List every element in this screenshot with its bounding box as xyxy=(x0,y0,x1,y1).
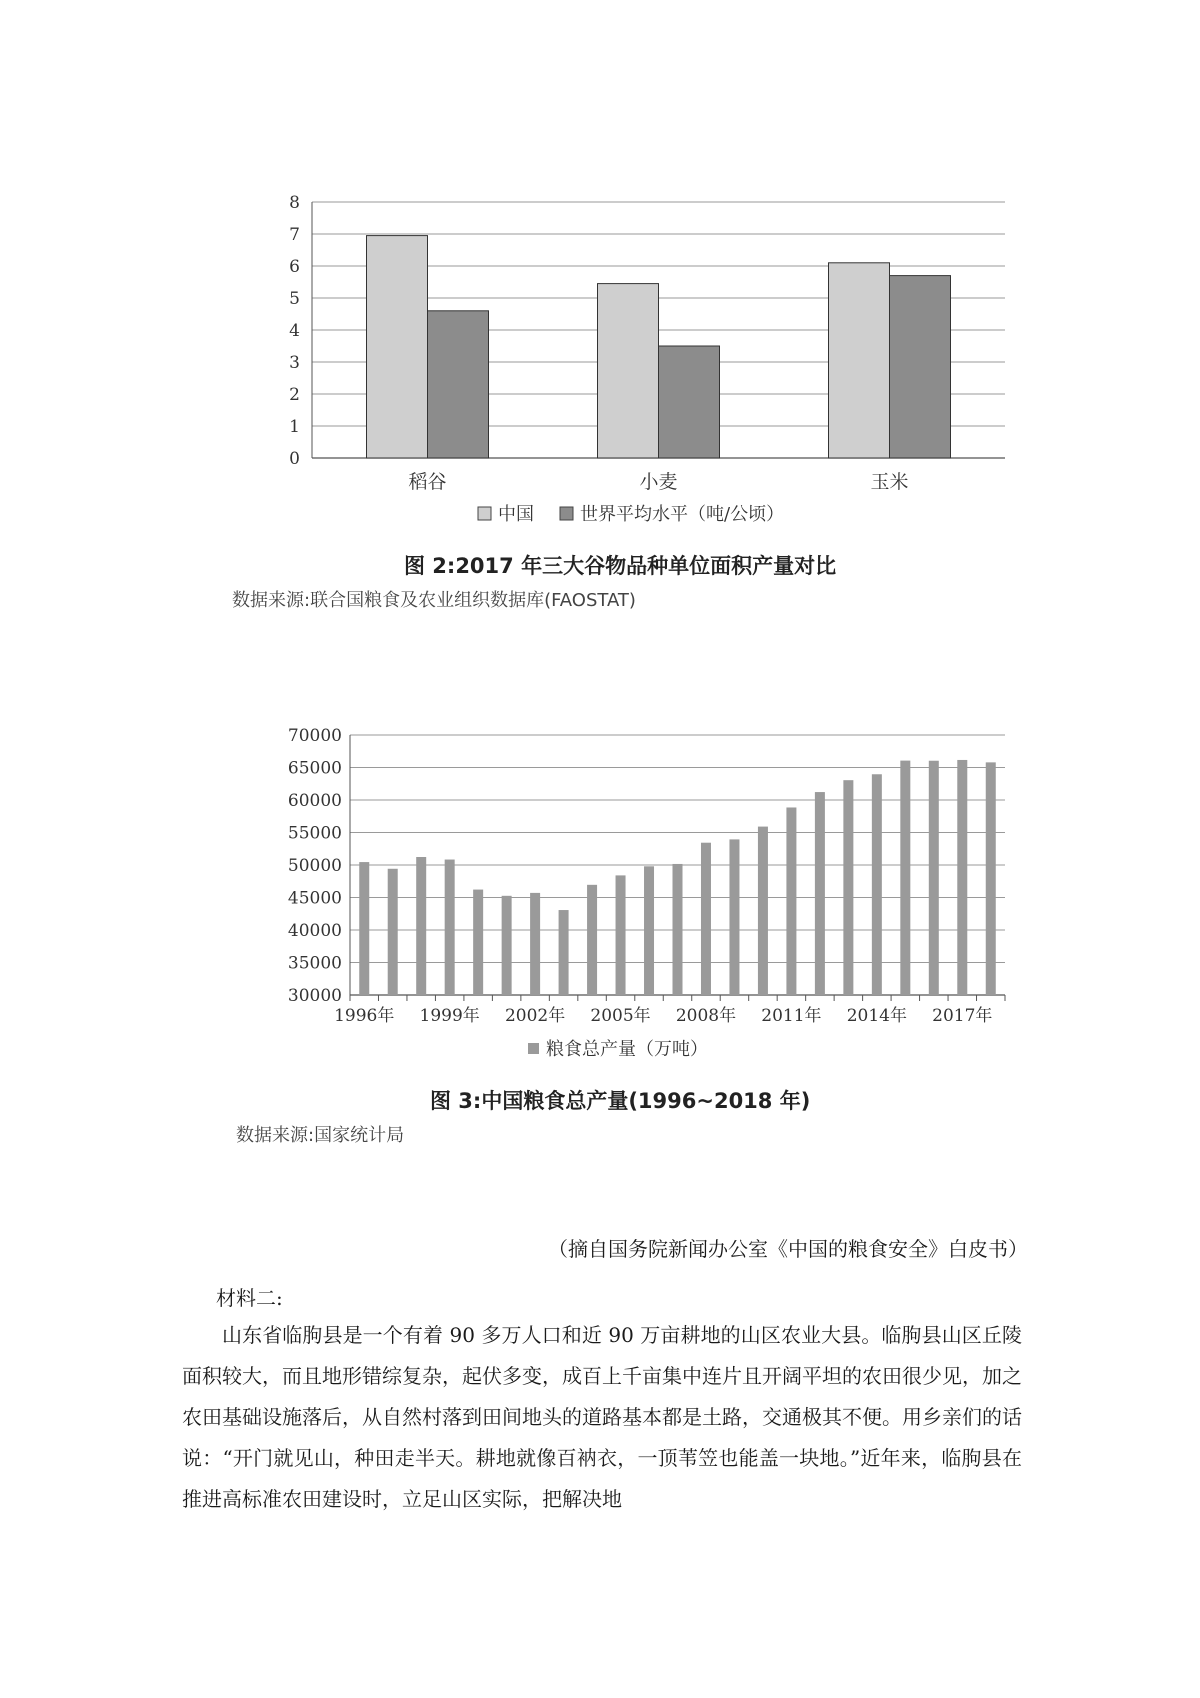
bar-year-1997 xyxy=(388,869,398,995)
figure-3-source: 数据来源:国家统计局 xyxy=(236,1125,405,1146)
bar-year-2010 xyxy=(758,827,768,995)
bar-year-2007 xyxy=(673,864,683,995)
y-tick-label: 1 xyxy=(289,417,300,437)
source-quote: （摘自国务院新闻办公室《中国的粮食安全》白皮书） xyxy=(548,1237,1028,1261)
legend-swatch xyxy=(560,507,573,520)
bar-year-1998 xyxy=(416,857,426,995)
bar-year-2002 xyxy=(530,893,540,995)
y-tick-label: 5 xyxy=(289,289,300,309)
y-tick-label: 50000 xyxy=(287,856,342,876)
bar-china-0 xyxy=(367,236,428,458)
x-tick-label: 1999年 xyxy=(419,1006,480,1026)
y-tick-label: 2 xyxy=(289,385,300,405)
x-category-label: 小麦 xyxy=(639,471,678,493)
x-category-label: 稻谷 xyxy=(408,471,447,493)
y-tick-label: 7 xyxy=(289,225,300,245)
x-tick-label: 2014年 xyxy=(846,1006,907,1026)
bar-year-2013 xyxy=(843,780,853,995)
bar-year-2015 xyxy=(900,761,910,995)
bar-china-1 xyxy=(598,284,659,458)
bar-year-2000 xyxy=(473,890,483,995)
bar-world-1 xyxy=(659,346,720,458)
legend-swatch xyxy=(528,1043,539,1054)
y-tick-label: 0 xyxy=(289,449,300,469)
x-tick-label: 2011年 xyxy=(761,1006,822,1026)
bar-china-2 xyxy=(829,263,890,458)
legend-swatch xyxy=(478,507,491,520)
bar-year-2004 xyxy=(587,885,597,995)
bar-world-2 xyxy=(890,276,951,458)
body-paragraph: 山东省临朐县是一个有着 90 多万人口和近 90 万亩耕地的山区农业大县。临朐县山区丘陵面积较大，而且地形错综复杂，起伏多变，成百上千亩集中连片且开阔平坦的农田很少见，加之农田基础设施落后，从自然村落到田间地头的道路基本都是土路，交通极其不便。用乡亲们的话说：“开门就见山，种田走半天。耕地就像百衲衣，一顶苇笠也能盖一块地。”近年来，临朐县在推进高标准农田建设时，立足山区实际，把解决地 xyxy=(182,1323,1022,1511)
y-tick-label: 45000 xyxy=(287,888,342,909)
bar-year-2012 xyxy=(815,792,825,995)
y-tick-label: 6 xyxy=(289,257,300,277)
figure-2-caption: 图 2:2017 年三大谷物品种单位面积产量对比 xyxy=(404,554,837,578)
legend-label: 中国 xyxy=(498,504,534,525)
y-tick-label: 40000 xyxy=(287,921,342,941)
bar-year-2005 xyxy=(616,875,626,995)
y-tick-label: 60000 xyxy=(287,791,342,811)
legend-label: 粮食总产量（万吨） xyxy=(546,1039,708,1060)
bar-year-2006 xyxy=(644,866,654,995)
y-tick-label: 55000 xyxy=(287,823,342,844)
bar-year-2017 xyxy=(957,760,967,995)
bar-year-2014 xyxy=(872,774,882,995)
bar-year-2008 xyxy=(701,843,711,995)
y-tick-label: 30000 xyxy=(287,986,342,1006)
bar-world-0 xyxy=(428,311,489,458)
x-tick-label: 2005年 xyxy=(590,1006,651,1026)
legend-label: 世界平均水平（吨/公顷） xyxy=(580,504,785,525)
bar-year-2011 xyxy=(786,807,796,995)
bar-year-2018 xyxy=(986,762,996,995)
crop-yield-svg xyxy=(0,170,1200,540)
bar-year-1996 xyxy=(359,862,369,995)
bar-year-2003 xyxy=(559,910,569,995)
x-tick-label: 2017年 xyxy=(932,1006,993,1026)
y-tick-label: 70000 xyxy=(287,726,342,746)
x-tick-label: 2002年 xyxy=(504,1006,566,1026)
y-tick-label: 3 xyxy=(289,353,300,373)
material-label: 材料二: xyxy=(216,1286,283,1310)
figure-2-source: 数据来源:联合国粮食及农业组织数据库(FAOSTAT) xyxy=(232,590,636,611)
y-tick-label: 8 xyxy=(289,193,300,213)
grain-output-svg xyxy=(0,705,1200,1075)
y-tick-label: 4 xyxy=(289,321,300,341)
x-tick-label: 2008年 xyxy=(675,1006,737,1026)
figure-3-caption: 图 3:中国粮食总产量(1996~2018 年) xyxy=(430,1089,811,1113)
bar-year-2009 xyxy=(729,839,739,995)
y-tick-label: 35000 xyxy=(287,953,342,974)
bar-year-2016 xyxy=(929,761,939,995)
x-tick-label: 1996年 xyxy=(334,1006,395,1026)
x-category-label: 玉米 xyxy=(870,471,909,493)
grain-output-chart xyxy=(0,705,1200,1075)
bar-year-2001 xyxy=(502,896,512,995)
crop-yield-chart xyxy=(0,170,1200,540)
bar-year-1999 xyxy=(445,860,455,995)
y-tick-label: 65000 xyxy=(287,758,342,779)
